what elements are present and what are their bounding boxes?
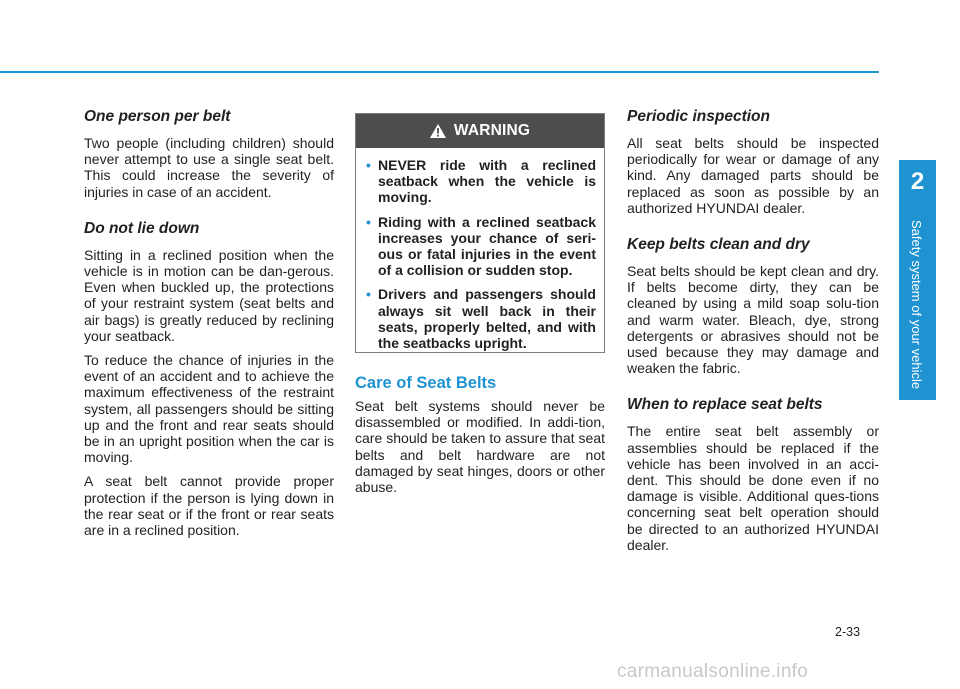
warning-box [355, 113, 605, 353]
paragraph: To reduce the chance of injuries in the event of an accident and to achieve the maximum effectiveness of the restraint system, all passengers should be sitting up and the front and rear seats should be in an upright position when the car is moving. [84, 352, 334, 466]
top-rule [0, 71, 879, 73]
warning-header [356, 114, 604, 148]
warning-list [356, 148, 604, 351]
paragraph: Two people (including children) should never attempt to use a single seat belt. This could increase the severity of injuries in case of an accident. [84, 135, 334, 200]
paragraph: A seat belt cannot provide proper protection if the person is lying down in the rear seat or if the front or rear seats are in a reclined position. [84, 473, 334, 539]
column-right [627, 108, 879, 561]
warning-item [366, 286, 596, 351]
warning-item-text: NEVER ride with a reclined seatback when the vehicle is moving. [378, 157, 596, 206]
page-number: 2-33 [835, 625, 861, 639]
chapter-number: 2 [910, 168, 925, 195]
bullet-icon: • [366, 157, 371, 173]
paragraph: The entire seat belt assembly or assemblies should be replaced if the vehicle has been involved in an acci-dent. This should be done even if no damage is visible. Additional ques-tions concerning seat belt operation should be directed to an authorized HYUNDAI dealer. [627, 423, 879, 553]
warning-item-text: Riding with a reclined seatback increases your chance of seri-ous or fatal injuries in the event of a collision or sudden stop. [378, 213, 596, 279]
watermark: carmanualsonline.info [617, 661, 809, 682]
section-title-care-of-seat-belts: Care of Seat Belts [355, 374, 497, 392]
chapter-tab [899, 160, 936, 400]
paragraph: Seat belt systems should never be disassembled or modified. In addi-tion, care should be taken to assure that seat belts and belt hardware are not damaged by seat hinges, doors or other abuse. [355, 398, 605, 496]
warning-triangle-icon [430, 124, 446, 138]
heading-periodic-inspection: Periodic inspection [627, 108, 770, 125]
warning-item [366, 214, 596, 279]
heading-do-not-lie-down: Do not lie down [84, 219, 200, 237]
column-middle-body [355, 398, 605, 503]
warning-item [366, 157, 596, 206]
heading-when-to-replace: When to replace seat belts [627, 396, 823, 414]
column-left [84, 108, 334, 546]
bullet-icon: • [366, 286, 371, 303]
heading-keep-belts-clean: Keep belts clean and dry [627, 236, 810, 254]
paragraph: Seat belts should be kept clean and dry. If belts become dirty, they can be cleaned by using a mild soap solu-tion and warm water. Bleach, dye, strong detergents or abrasives should not be used because they may damage and weaken the fabric. [627, 263, 879, 377]
bullet-icon: • [366, 213, 371, 230]
chapter-title: Safety system of your vehicle [909, 220, 924, 390]
warning-item-text: Drivers and passengers should always sit well back in their seats, properly belted, and with the seatbacks upright. [378, 286, 596, 352]
paragraph: Sitting in a reclined position when the vehicle is in motion can be dan-gerous. Even when buckled up, the protections of your restraint system (seat belts and air bags) is greatly reduced by reclining your seatback. [84, 246, 334, 344]
paragraph: All seat belts should be inspected periodically for wear or damage of any kind. Any damaged parts should be replaced as soon as possible by an authorized HYUNDAI dealer. [627, 135, 879, 216]
warning-title: WARNING [453, 122, 531, 139]
heading-one-person-per-belt: One person per belt [84, 108, 231, 125]
